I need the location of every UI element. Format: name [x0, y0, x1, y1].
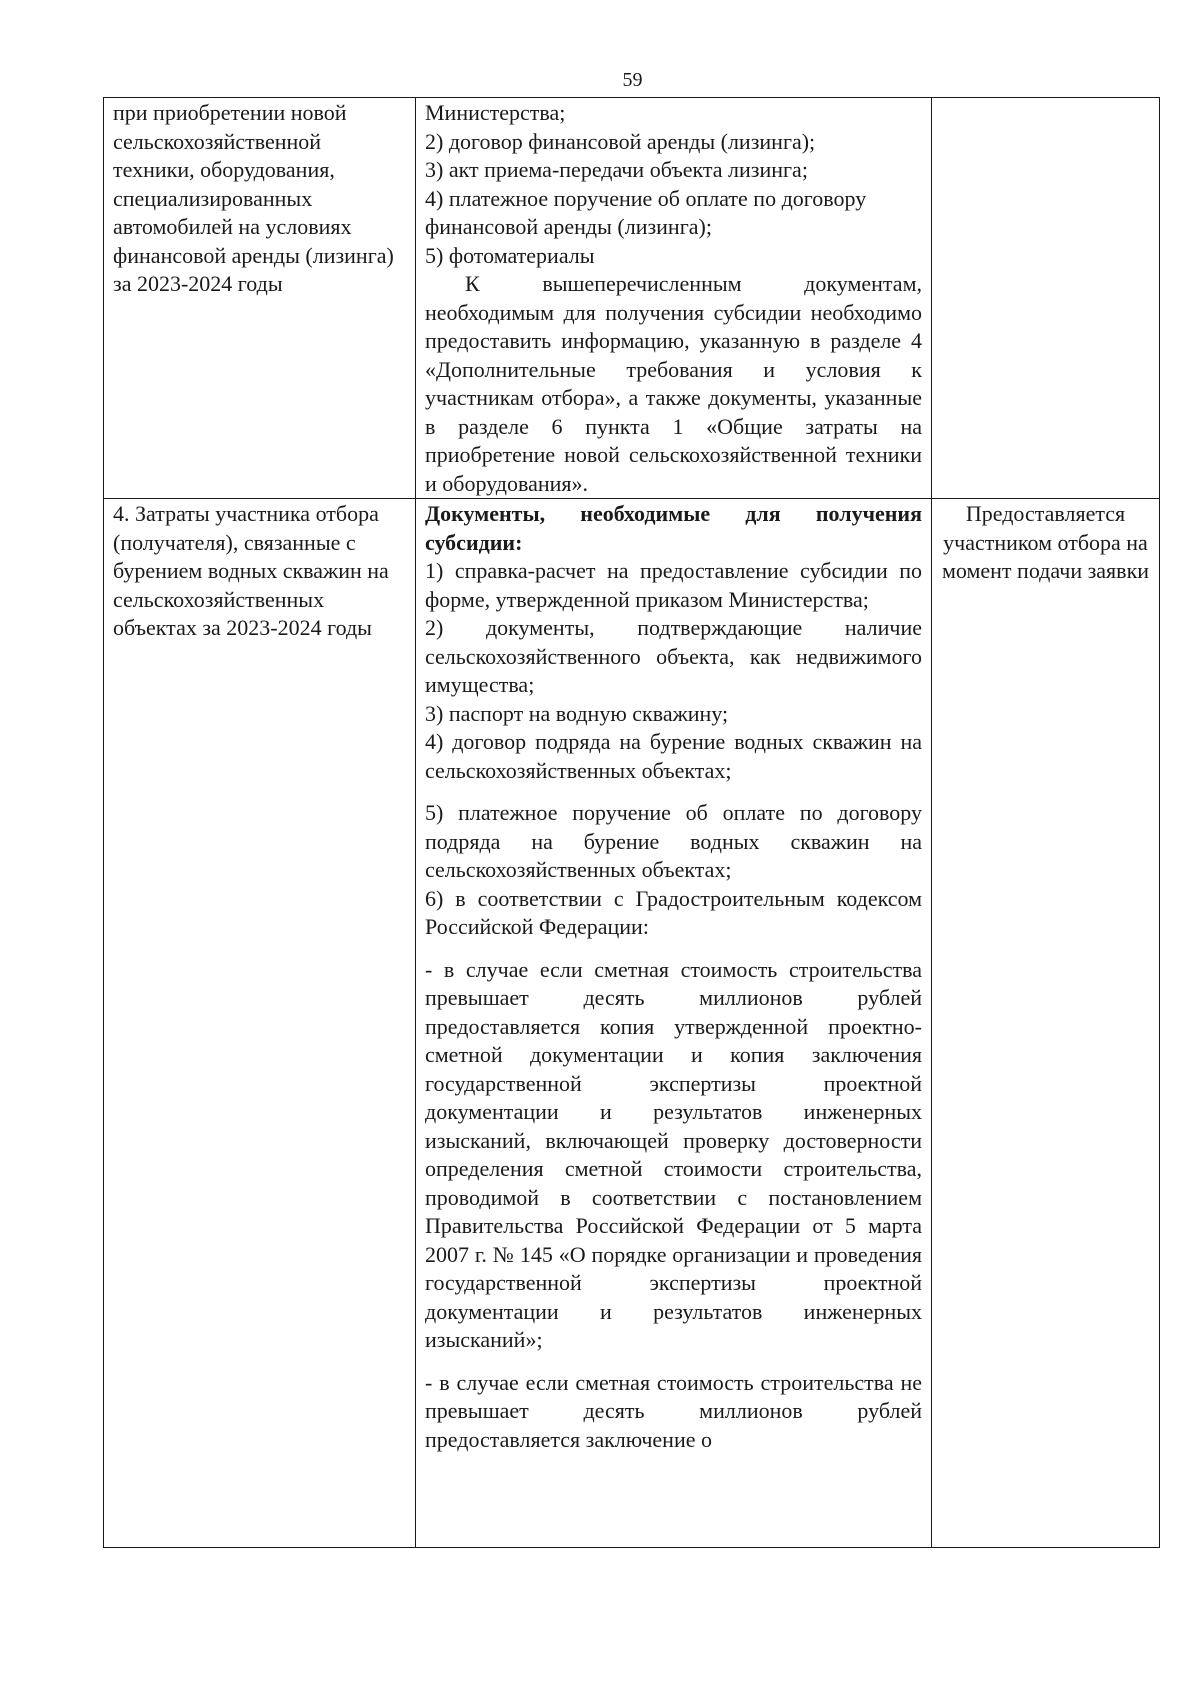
row2-doc-item: 5) платежное поручение об оплате по договору подряда на бурение водных скважин на сельскохозяйственных объектах;	[425, 800, 922, 882]
row2-doc-item: 3) паспорт на водную скважину;	[425, 700, 729, 726]
row2-doc-item: - в случае если сметная стоимость строительства не превышает десять миллионов рублей предоставляется заключение о	[425, 1369, 922, 1452]
row1-documents-cell	[416, 98, 932, 499]
table-row	[104, 499, 1160, 1548]
row1-doc-line: 4) платежное поручение об оплате по договору финансовой аренды (лизинга);	[425, 185, 867, 239]
row1-doc-line: Министерства;	[425, 100, 566, 125]
row2-doc-item: - в случае если сметная стоимость строительства превышает десять миллионов рублей предоставляется копия утвержденной проектно-сметной документации и копия заключения государственной экспертизы проектной документации и результатов инженерных изысканий, включающей проверку достоверности определения сметной стоимости строительства, проводимой в соответствии с постановлением Правительства Российской Федерации от 5 марта 2007 г. № 145 «О порядке организации и проведения государственной экспертизы проектной документации и результатов инженерных изысканий»;	[425, 956, 922, 1352]
row1-doc-paragraph: К вышеперечисленным документам, необходимым для получения субсидии необходимо предоставить информацию, указанную в разделе 4 «Дополнительные требования и условия к участникам отбора», а также документы, указанные в разделе 6 пункта 1 «Общие затраты на приобретение новой сельскохозяйственной техники и оборудования».	[425, 271, 922, 496]
row2-doc-heading: Документы, необходимые для получения субсидии:	[425, 501, 922, 555]
paragraph-gap	[425, 942, 922, 956]
row2-documents-cell	[416, 499, 932, 1548]
row2-doc-item: 4) договор подряда на бурение водных скважин на сельскохозяйственных объектах;	[425, 729, 922, 783]
table-row	[104, 98, 1160, 499]
row2-doc-item: 1) справка-расчет на предоставление субсидии по форме, утвержденной приказом Министерства;	[425, 558, 922, 612]
paragraph-gap	[425, 785, 922, 799]
row1-doc-line: 3) акт приема-передачи объекта лизинга;	[425, 157, 808, 182]
row1-criterion-cell: при приобретении новой сельскохозяйственной техники, оборудования, специализированных автомобилей на условиях финансовой аренды (лизинга) за 2023-2024 годы	[104, 98, 416, 499]
page-number: 59	[622, 69, 643, 91]
row2-doc-item: 6) в соответствии с Градостроительным кодексом Российской Федерации:	[425, 885, 922, 939]
row2-doc-item: 2) документы, подтверждающие наличие сельскохозяйственного объекта, как недвижимого имущества;	[425, 615, 922, 697]
row2-criterion-cell: 4. Затраты участника отбора (получателя), связанные с бурением водных скважин на сельскохозяйственных объектах за 2023-2024 годы	[104, 499, 416, 1548]
row1-note-cell	[932, 98, 1160, 499]
row1-doc-line: 5) фотоматериалы	[425, 242, 595, 268]
paragraph-gap	[425, 1355, 922, 1369]
requirements-table	[103, 97, 1160, 1548]
row1-doc-line: 2) договор финансовой аренды (лизинга);	[425, 128, 816, 154]
row2-note-cell: Предоставляется участником отбора на момент подачи заявки	[932, 499, 1160, 1548]
